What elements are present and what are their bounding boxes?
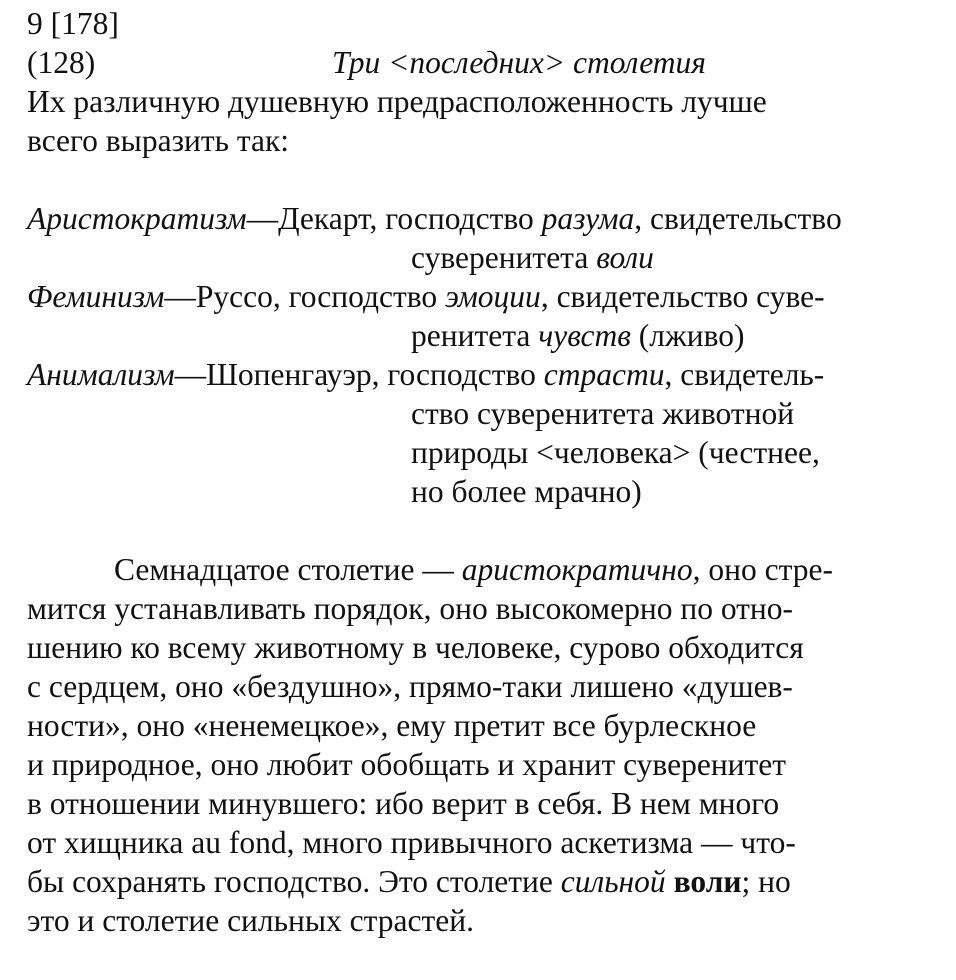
entry-dash: — bbox=[246, 201, 279, 236]
paragraph-line bbox=[27, 550, 937, 589]
intro-line-2: всего выразить так: bbox=[27, 123, 290, 158]
paragraph-line: мится устанавливать порядок, оно высокомерно по отно- bbox=[27, 591, 794, 626]
spacer bbox=[27, 511, 937, 550]
entry-dash: — bbox=[164, 279, 196, 314]
entry-term: Аристократизм bbox=[27, 201, 247, 236]
entry-term: Феминизм bbox=[27, 279, 165, 314]
entry-text: (лживо) bbox=[630, 318, 745, 353]
paragraph-line: от хищника au fond, много привычного аскетизма — что- bbox=[27, 825, 796, 860]
entry-text: , свидетельство суве- bbox=[540, 279, 825, 314]
entry-text: Декарт, господство bbox=[278, 201, 542, 236]
note-heading bbox=[27, 43, 937, 82]
paragraph-line: это и столетие сильных страстей. bbox=[27, 903, 474, 938]
paragraph-line: шению ко всему животному в человеке, сурово обходится bbox=[27, 630, 804, 665]
note-title: Три <последних> столетия bbox=[332, 45, 706, 80]
paragraph-line: в отношении минувшего: ибо верит в себя. В нем много bbox=[27, 786, 780, 821]
entry-continuation: ство суверенитета животной bbox=[411, 396, 795, 431]
spacer bbox=[27, 160, 937, 199]
paragraph-bold: воли bbox=[673, 864, 742, 899]
paragraph-emphasis: сильной bbox=[560, 864, 666, 899]
entry-text: ренитета bbox=[411, 318, 539, 353]
entry-continuation bbox=[27, 238, 937, 277]
paragraph-text: ; но bbox=[741, 864, 791, 899]
paragraph-text: бы сохранять господство. Это столетие bbox=[27, 864, 561, 899]
entry-text: , свидетельство bbox=[634, 201, 842, 236]
entry-emphasis: воли bbox=[596, 240, 654, 275]
entry-continuation: природы <человека> (честнее, bbox=[411, 435, 820, 470]
entry-text: суверенитета bbox=[411, 240, 597, 275]
note-number: (128) bbox=[27, 45, 96, 80]
intro-line-1: Их различную душевную предрасположенность лучше bbox=[27, 84, 767, 119]
entry-emphasis: эмоции bbox=[445, 279, 541, 314]
entry-term: Анимализм bbox=[27, 357, 175, 392]
document-page bbox=[27, 4, 937, 940]
paragraph-text: Семнадцатое столетие — bbox=[114, 552, 462, 587]
entry-continuation bbox=[27, 316, 937, 355]
entry-animalism bbox=[27, 355, 937, 394]
entry-emphasis: чувств bbox=[538, 318, 631, 353]
paragraph-emphasis: аристократично bbox=[461, 552, 693, 587]
entry-aristocratism bbox=[27, 199, 937, 238]
paragraph-line bbox=[27, 862, 937, 901]
entry-emphasis: страсти bbox=[543, 357, 665, 392]
entry-text: Шопенгауэр, господство bbox=[206, 357, 544, 392]
paragraph-text: , оно стре- bbox=[692, 552, 833, 587]
entry-feminism bbox=[27, 277, 937, 316]
paragraph-line: ности», оно «ненемецкое», ему претит все бурлескное bbox=[27, 708, 757, 743]
entry-emphasis: разума bbox=[541, 201, 635, 236]
paragraph-text bbox=[666, 864, 674, 899]
fragment-number: 9 [178] bbox=[27, 6, 119, 41]
paragraph-line: и природное, оно любит обобщать и хранит суверенитет bbox=[27, 747, 787, 782]
paragraph-line: с сердцем, оно «бездушно», прямо-таки лишено «душев- bbox=[27, 669, 793, 704]
entry-text: , свидетель- bbox=[664, 357, 825, 392]
entry-continuation: но более мрачно) bbox=[411, 474, 642, 509]
entry-dash: — bbox=[174, 357, 207, 392]
entry-text: Руссо, господство bbox=[195, 279, 446, 314]
